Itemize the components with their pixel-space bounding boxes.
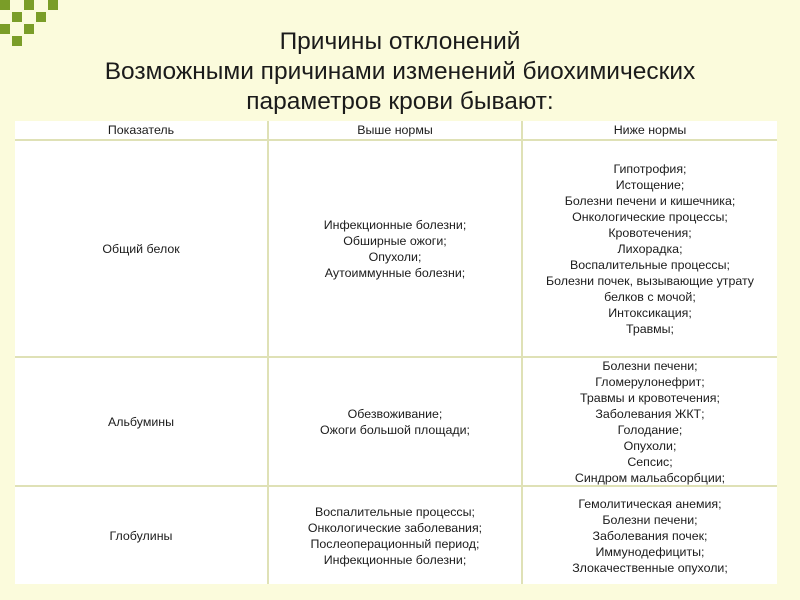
- indicator-cell: Альбумины: [15, 358, 267, 485]
- below-norm-cell: [523, 141, 777, 356]
- above-norm-cell: [269, 487, 521, 584]
- below-norm-cell: [523, 487, 777, 584]
- cause-line: Гемолитическая анемия;: [578, 496, 722, 511]
- cause-line: Болезни печени и кишечника;: [564, 193, 736, 208]
- above-norm-list: [308, 504, 482, 568]
- cause-line: Обезвоживание;: [347, 406, 443, 421]
- header-indicator: Показатель: [15, 121, 267, 139]
- cause-line: Болезни печени;: [602, 358, 698, 373]
- cause-line: Воспалительные процессы;: [570, 257, 730, 272]
- cause-line: Заболевания ЖКТ;: [595, 406, 705, 421]
- cause-line: Гипотрофия;: [613, 161, 687, 176]
- cause-line: Аутоиммунные болезни;: [324, 265, 466, 280]
- above-norm-cell: [269, 358, 521, 485]
- cause-line: Лихорадка;: [617, 241, 683, 256]
- cause-line: Гломерулонефрит;: [595, 374, 705, 389]
- cause-line: Иммунодефициты;: [595, 544, 705, 559]
- below-norm-list: [572, 496, 728, 576]
- indicator-cell: Общий белок: [15, 141, 267, 356]
- cause-line: Воспалительные процессы;: [315, 504, 475, 519]
- below-norm-list: [546, 161, 754, 337]
- cause-line: Кровотечения;: [608, 225, 692, 240]
- title-line-1: Причины отклонений: [279, 28, 521, 55]
- cause-line: Истощение;: [615, 177, 685, 192]
- indicator-cell: Глобулины: [15, 487, 267, 584]
- above-norm-cell: [269, 141, 521, 356]
- slide-title: [0, 27, 800, 117]
- below-norm-list: [575, 358, 725, 486]
- cause-line: Обширные ожоги;: [343, 233, 447, 248]
- header-below-norm: Ниже нормы: [523, 121, 777, 139]
- cause-line: Травмы;: [626, 321, 674, 336]
- cause-line: Опухоли;: [623, 438, 677, 453]
- cause-line: Онкологические процессы;: [572, 209, 728, 224]
- below-norm-cell: [523, 358, 777, 485]
- cause-line: Ожоги большой площади;: [320, 422, 470, 437]
- cause-line: Онкологические заболевания;: [307, 520, 483, 535]
- cause-line: белков с мочой;: [604, 289, 696, 304]
- above-norm-list: [324, 217, 467, 281]
- cause-line: Инфекционные болезни;: [323, 217, 467, 232]
- causes-table: [15, 121, 777, 584]
- cause-line: Интоксикация;: [608, 305, 692, 320]
- above-norm-list: [320, 406, 470, 438]
- cause-line: Сепсис;: [627, 454, 673, 469]
- cause-line: Заболевания почек;: [592, 528, 708, 543]
- cause-line: Синдром мальабсорбции;: [574, 470, 726, 485]
- cause-line: Болезни печени;: [602, 512, 698, 527]
- cause-line: Злокачественные опухоли;: [572, 560, 728, 575]
- cause-line: Опухоли;: [368, 249, 422, 264]
- title-line-2: Возможными причинами изменений биохимических: [104, 58, 696, 85]
- cause-line: Инфекционные болезни;: [323, 552, 467, 567]
- title-line-3: параметров крови бывают:: [246, 88, 554, 115]
- header-above-norm: Выше нормы: [269, 121, 521, 139]
- cause-line: Травмы и кровотечения;: [580, 390, 720, 405]
- cause-line: Послеоперационный период;: [310, 536, 480, 551]
- cause-line: Болезни почек, вызывающие утрату: [545, 273, 754, 288]
- cause-line: Голодание;: [617, 422, 683, 437]
